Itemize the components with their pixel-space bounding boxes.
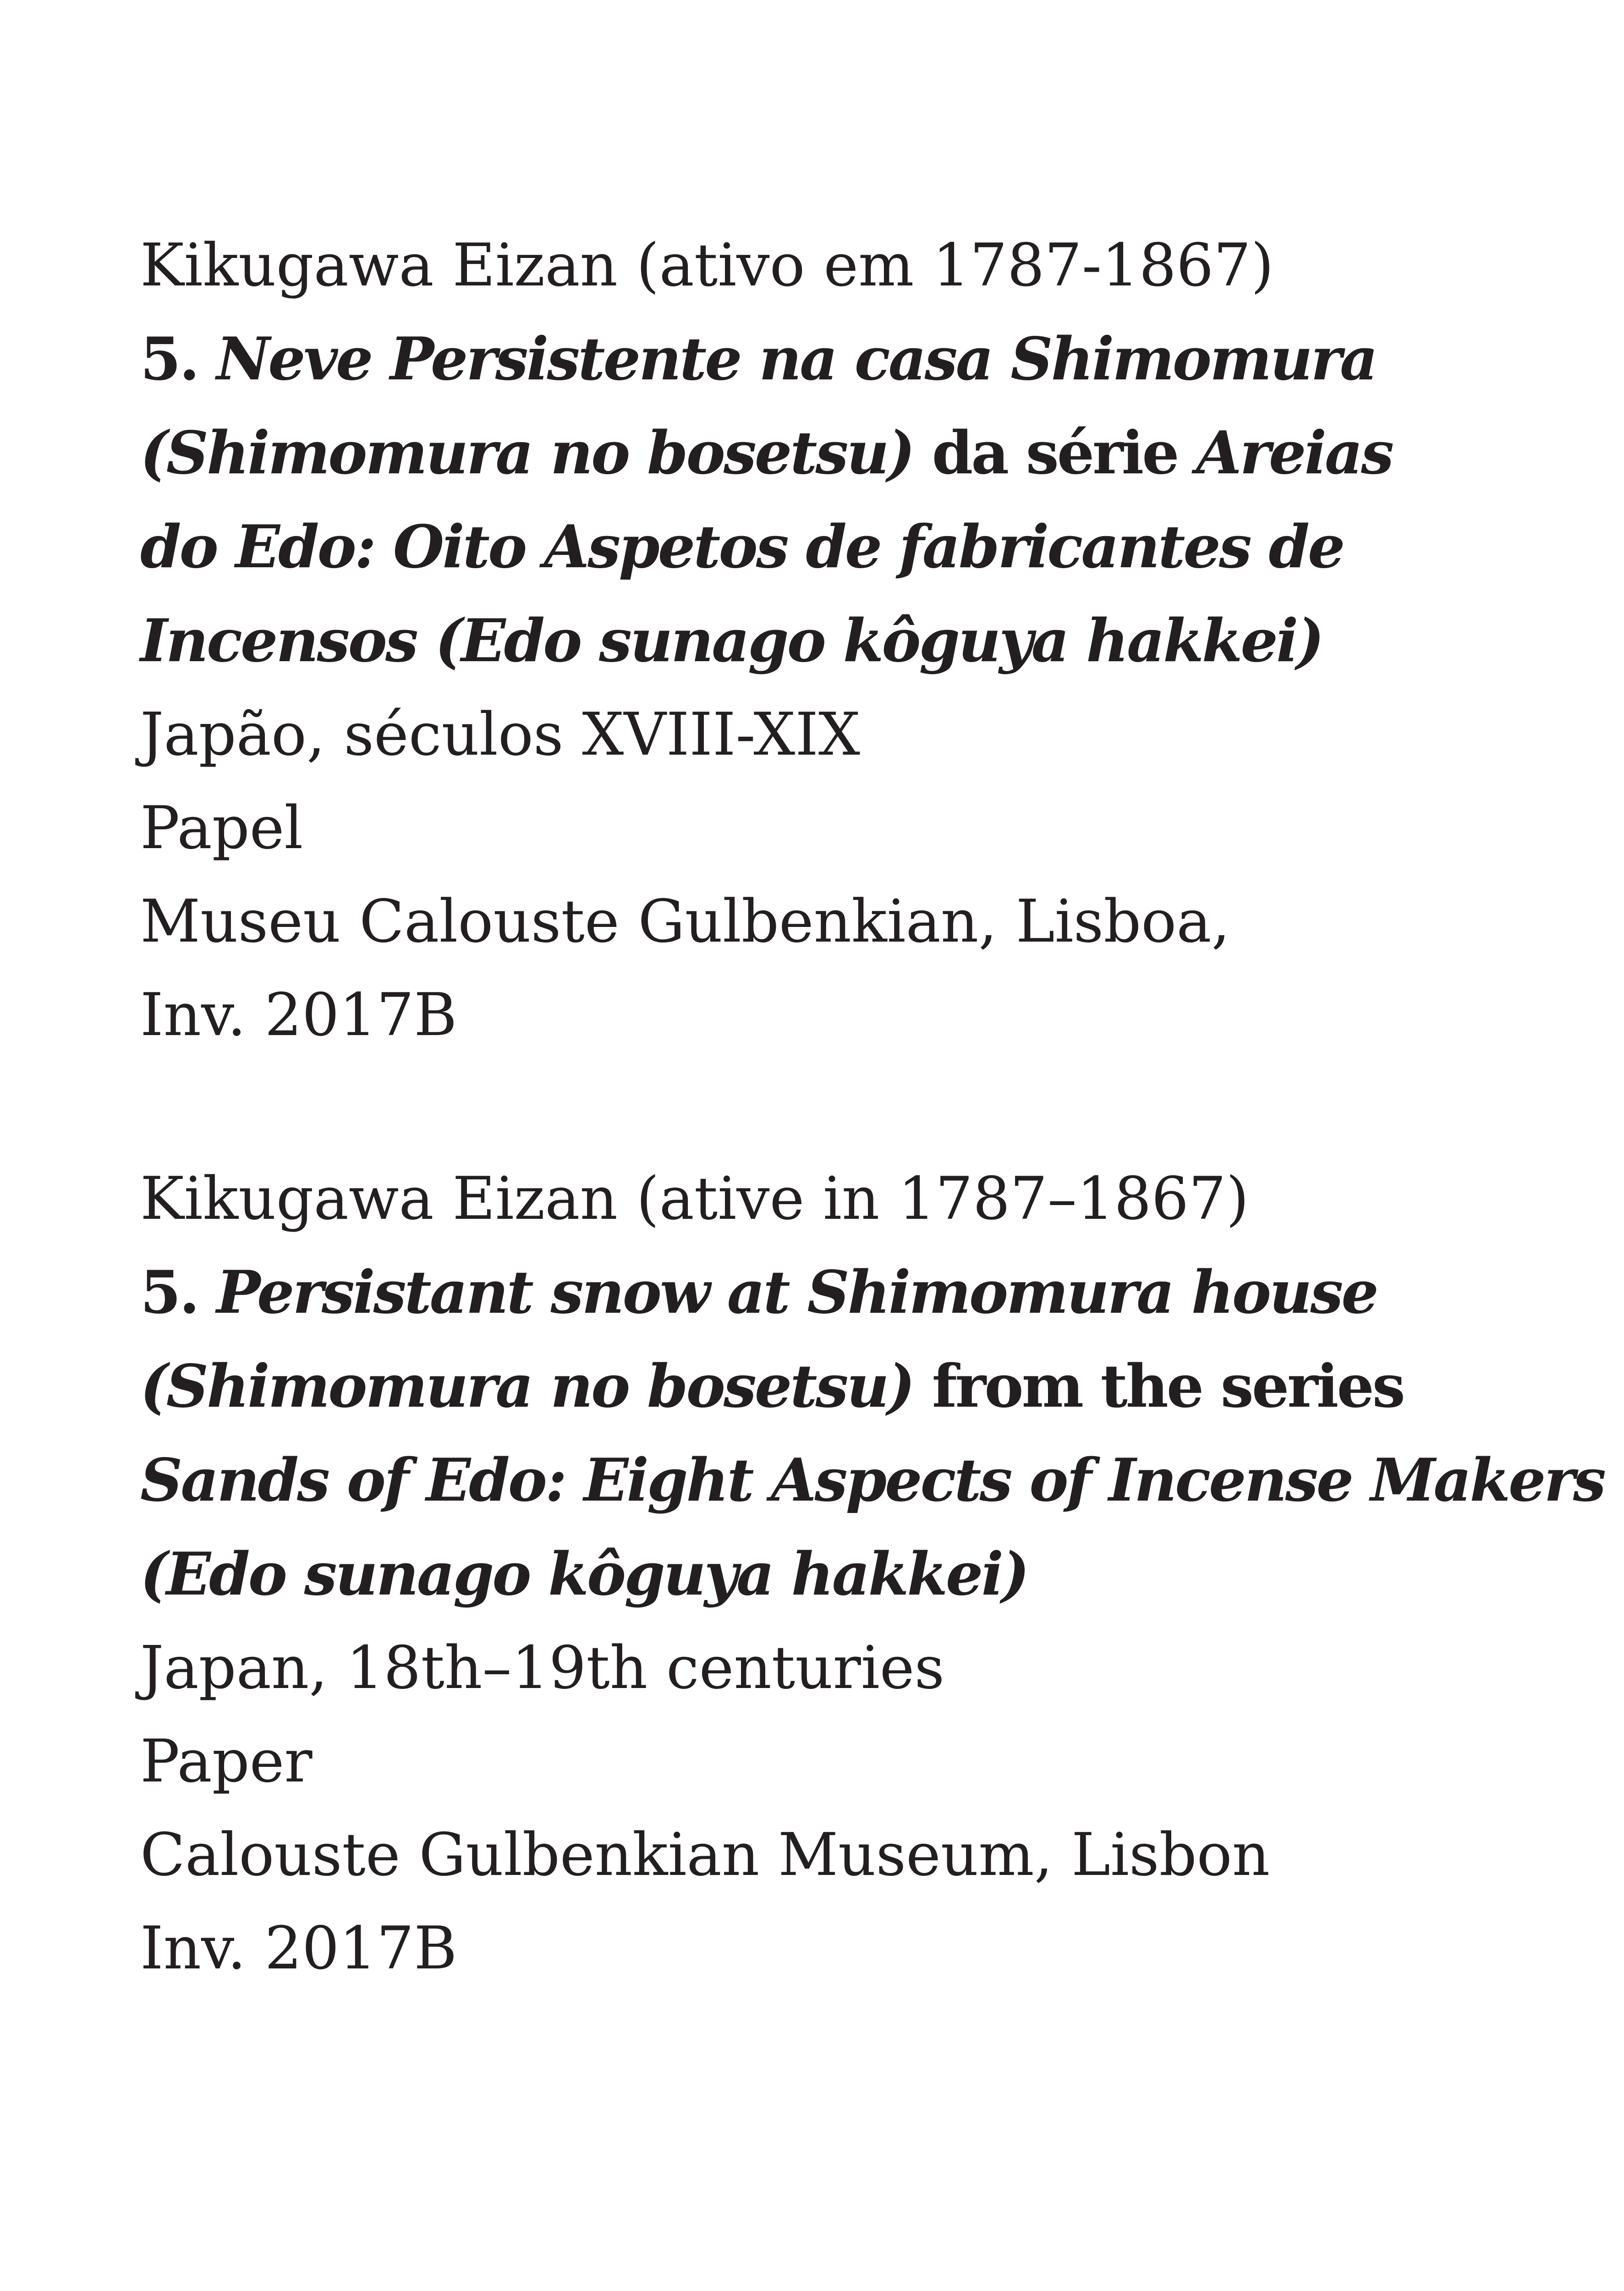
artwork-title — [140, 1246, 1604, 1622]
title-line — [140, 312, 1561, 406]
origin-line: Japan, 18th–19th centuries — [140, 1634, 945, 1702]
title-italic: (Shimomura no bosetsu) — [140, 1352, 914, 1421]
series-italic: Sands of Edo: Eight Aspects of Incense Makers — [140, 1446, 1604, 1515]
catalog-number: 5. — [140, 1258, 217, 1327]
artist-line: Kikugawa Eizan (ativo em 1787-1867) — [140, 231, 1274, 300]
title-italic: Persistant snow at Shimomura house — [216, 1258, 1377, 1327]
inventory-line: Inv. 2017B — [140, 1914, 457, 1983]
title-connector: from the series — [913, 1352, 1404, 1421]
title-connector: da série — [913, 419, 1196, 488]
title-line — [140, 594, 1561, 688]
inventory-line: Inv. 2017B — [140, 981, 457, 1049]
title-italic: Neve Persistente na casa Shimomura — [216, 325, 1376, 394]
title-line — [140, 1528, 1561, 1622]
artist-line: Kikugawa Eizan (ative in 1787–1867) — [140, 1165, 1249, 1233]
collection-line: Museu Calouste Gulbenkian, Lisboa, — [140, 888, 1230, 956]
material-line: Papel — [140, 794, 303, 862]
title-line — [140, 1340, 1561, 1434]
artwork-title — [140, 312, 1561, 688]
series-italic: (Edo sunago kôguya hakkei) — [140, 1540, 1028, 1609]
title-line — [140, 500, 1561, 594]
title-line — [140, 406, 1561, 500]
title-line — [140, 1434, 1604, 1528]
title-italic: (Shimomura no bosetsu) — [140, 419, 914, 488]
label-english — [140, 1152, 1604, 1995]
series-italic: Areias — [1196, 419, 1393, 488]
material-line: Paper — [140, 1727, 313, 1796]
collection-line: Calouste Gulbenkian Museum, Lisbon — [140, 1821, 1270, 1889]
label-portuguese — [140, 219, 1561, 1062]
series-italic: do Edo: Oito Aspetos de fabricantes de — [140, 513, 1344, 581]
origin-line: Japão, séculos XVIII-XIX — [140, 701, 860, 769]
title-line — [140, 1246, 1561, 1340]
series-italic: Incensos (Edo sunago kôguya hakkei) — [140, 607, 1323, 675]
catalog-number: 5. — [140, 325, 217, 394]
